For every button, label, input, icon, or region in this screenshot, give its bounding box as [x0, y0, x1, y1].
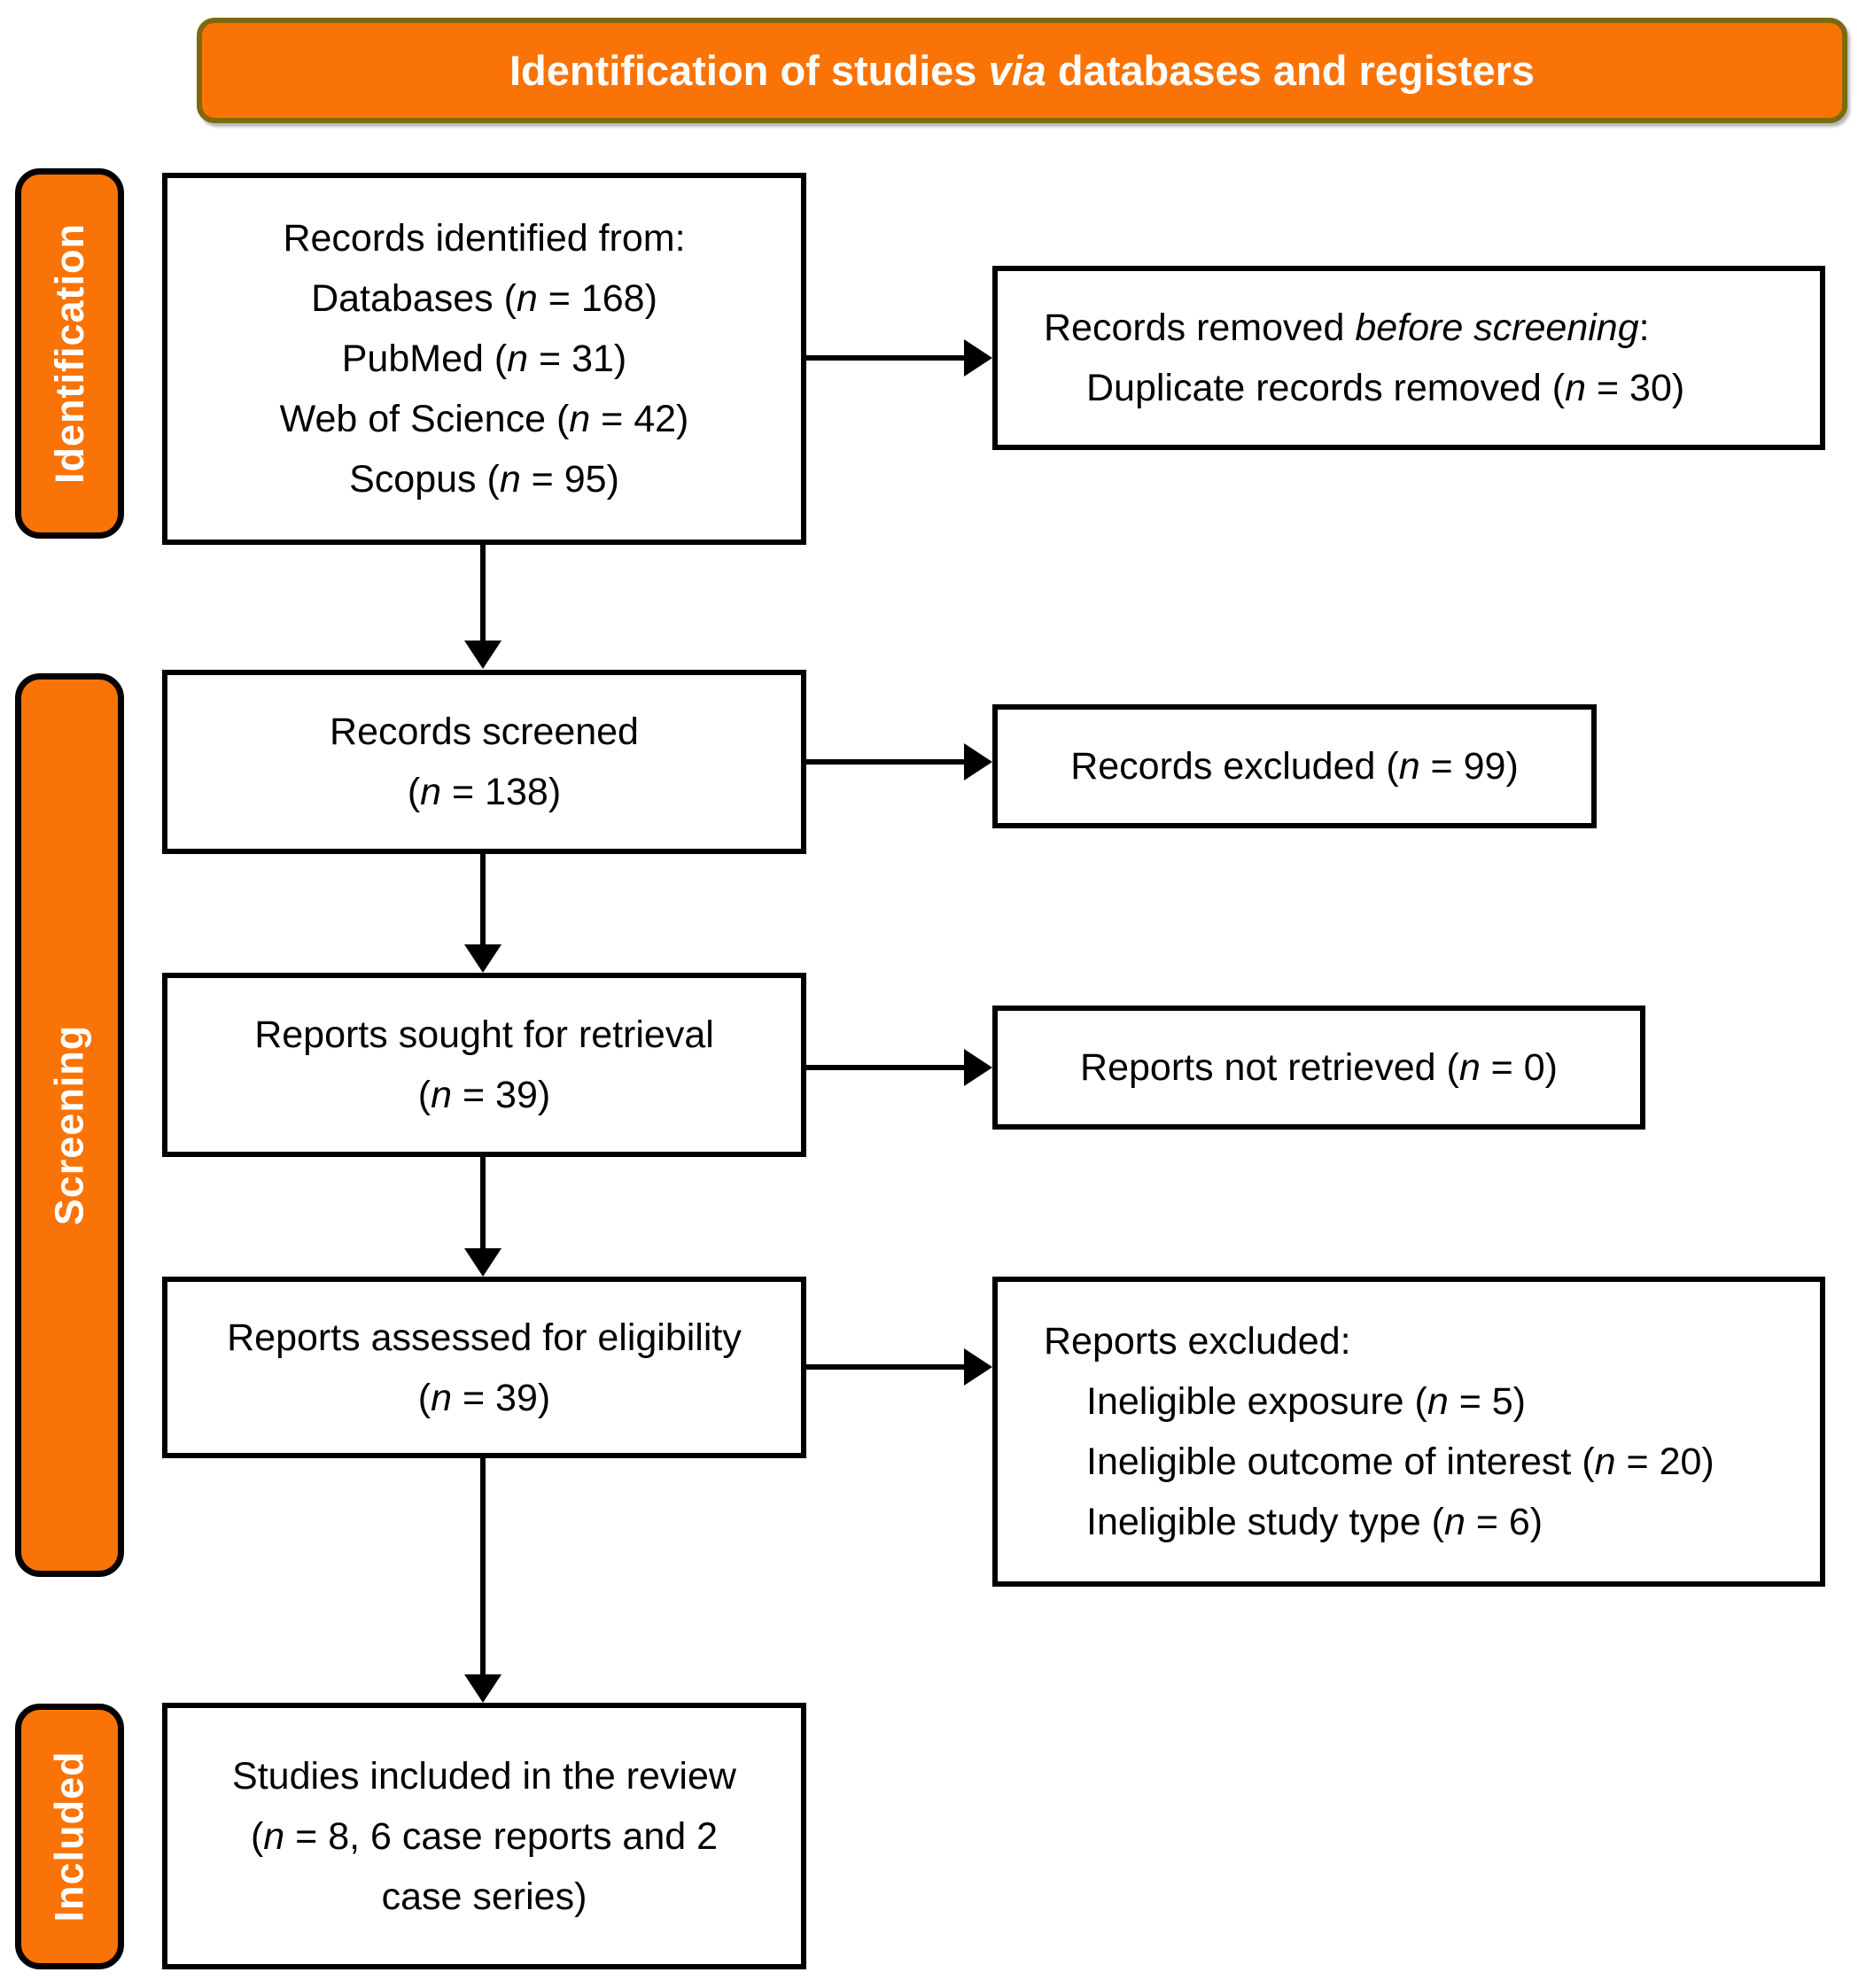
arrow-assessed-to-included-arrowhead-icon: [464, 1674, 501, 1703]
text-line: Ineligible exposure (n = 5): [1086, 1380, 1527, 1423]
arrow-screened-to-sought-line: [480, 854, 486, 944]
arrow-assessed-to-reportsexcluded-line: [806, 1364, 964, 1370]
arrow-sought-to-notretrieved-line: [806, 1065, 964, 1070]
box-records-screened: [162, 670, 806, 854]
text-line: Reports not retrieved (n = 0): [1080, 1046, 1558, 1089]
text-line: Web of Science (n = 42): [279, 398, 689, 440]
arrow-sought-to-notretrieved-arrowhead-icon: [964, 1049, 992, 1086]
text-line: Records screened: [330, 711, 639, 753]
text-line: (n = 39): [417, 1376, 551, 1419]
box-reports-sought-retrieval: [162, 973, 806, 1157]
arrow-sought-to-assessed-arrowhead-icon: [464, 1248, 501, 1277]
text-line: Records identified from:: [283, 217, 686, 260]
arrow-screened-to-sought-arrowhead-icon: [464, 944, 501, 973]
arrow-assessed-to-reportsexcluded-arrowhead-icon: [964, 1348, 992, 1386]
text-line: Reports excluded:: [1044, 1320, 1351, 1363]
stage-label-screening: [15, 673, 124, 1577]
arrow-identified-to-removed-arrowhead-icon: [964, 339, 992, 377]
text-line: Reports assessed for eligibility: [227, 1316, 742, 1359]
box-reports-assessed-eligibility: [162, 1277, 806, 1458]
stage-label-included-text: Included: [46, 1751, 92, 1922]
stage-label-identification: [15, 168, 124, 539]
text-line: Studies included in the review: [232, 1754, 736, 1798]
box-records-identified: [162, 173, 806, 545]
text-line: (n = 138): [407, 771, 562, 813]
stage-label-included: [15, 1704, 124, 1969]
text-line: Reports sought for retrieval: [254, 1013, 714, 1056]
text-line: Duplicate records removed (n = 30): [1086, 367, 1685, 409]
box-reports-not-retrieved: [992, 1006, 1645, 1130]
text-line: Databases (n = 168): [311, 277, 657, 320]
text-line: case series): [381, 1875, 587, 1918]
stage-label-identification-text: Identification: [46, 223, 92, 484]
text-line: Identification of studies via databases and registers: [509, 47, 1536, 94]
box-reports-excluded: [992, 1277, 1825, 1587]
text-line: Records removed before screening:: [1044, 307, 1650, 349]
diagram-title-banner: [197, 18, 1847, 123]
arrow-screened-to-excluded-line: [806, 759, 964, 765]
arrow-assessed-to-included-line: [480, 1458, 486, 1674]
arrow-identified-to-screened-arrowhead-icon: [464, 641, 501, 669]
box-studies-included: [162, 1703, 806, 1969]
text-line: (n = 39): [417, 1074, 551, 1116]
arrow-sought-to-assessed-line: [480, 1157, 486, 1248]
text-line: Records excluded (n = 99): [1070, 745, 1519, 788]
arrow-screened-to-excluded-arrowhead-icon: [964, 743, 992, 780]
text-line: PubMed (n = 31): [341, 338, 627, 380]
arrow-identified-to-screened-line: [480, 545, 486, 641]
text-line: Ineligible study type (n = 6): [1086, 1501, 1543, 1543]
box-records-removed-before-screening: [992, 266, 1825, 450]
box-records-excluded: [992, 704, 1597, 828]
text-line: Ineligible outcome of interest (n = 20): [1086, 1441, 1714, 1483]
text-line: (n = 8, 6 case reports and 2: [250, 1814, 719, 1858]
arrow-identified-to-removed-line: [806, 355, 964, 361]
stage-label-screening-text: Screening: [46, 1024, 92, 1226]
text-line: Scopus (n = 95): [349, 458, 619, 501]
